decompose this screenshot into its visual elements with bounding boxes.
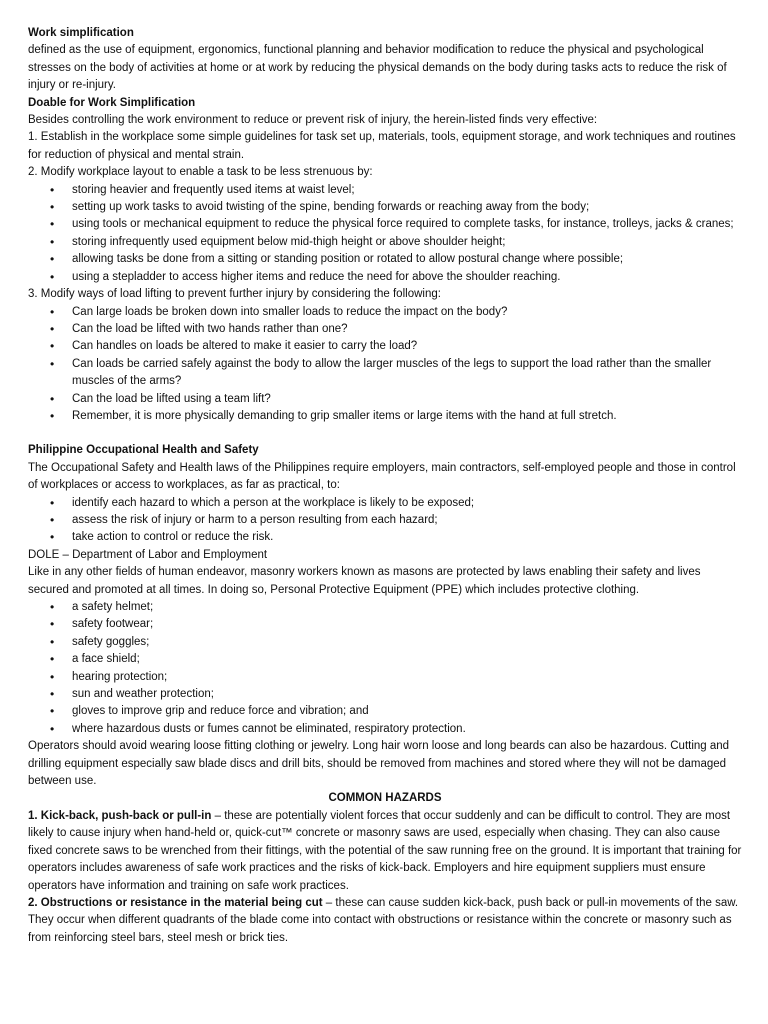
list-item: • Can handles on loads be altered to make it easier to carry the load? (28, 338, 742, 355)
list-item: • allowing tasks be done from a sitting or standing position or rotated to allow postural change where possible; (28, 251, 742, 268)
hazard-2-title: 2. Obstructions or resistance in the material being cut (28, 896, 323, 909)
hazard-2-body: – these can cause sudden kick-back, push back or pull-in movements of the saw. They occur when different quadrants of the blade come into contact with obstructions or resistance within the concrete or masonry such as from reinforcing steel bars, steel mesh or brick ties. (28, 896, 739, 944)
list-item: • using tools or mechanical equipment to reduce the physical force required to complete tasks, for instance, trolleys, jacks & cranes; (28, 216, 742, 233)
list-item: • storing infrequently used equipment below mid-thigh height or above shoulder height; (28, 234, 742, 251)
doable-intro: Besides controlling the work environment to reduce or prevent risk of injury, the herein-listed finds very effective: (28, 114, 598, 127)
work-simplification-heading: Work simplification (28, 27, 134, 39)
doable-item-1: 1. Establish in the workplace some simple guidelines for task set up, materials, tools, equipment storage, and work techniques and routines for reduction of physical and mental strain. (28, 131, 736, 161)
workplace-layout-list (28, 182, 742, 286)
hazard-1-title: 1. Kick-back, push-back or pull-in (28, 809, 212, 822)
list-item: • assess the risk of injury or harm to a person resulting from each hazard; (28, 512, 742, 529)
hazard-1-paragraph (28, 808, 742, 895)
list-item: • safety footwear; (28, 616, 742, 633)
list-item: • Can the load be lifted using a team lift? (28, 391, 742, 408)
list-item: • sun and weather protection; (28, 686, 742, 703)
list-item: • setting up work tasks to avoid twisting of the spine, bending forwards or reaching away from the body; (28, 199, 742, 216)
load-lifting-list (28, 304, 742, 426)
hazard-1-body: – these are potentially violent forces that occur suddenly and can be difficult to control. They are most likely to cause injury when hand-held or, quick-cut™ concrete or masonry saws are used, especially when chasing. They can also cause fixed concrete saws to be wrenched from their fittings, with the potential of the saw running free on the ground. It is important that training for operators includes awareness of safe work practices and the risks of kick-back. Employers and hire equipment suppliers must ensure operators have information and training on safe work practices. (28, 809, 742, 892)
ohs-intro: The Occupational Safety and Health laws of the Philippines require employers, main contractors, self-employed people and those in control of workplaces or access to workplaces, as far as practical, to: (28, 461, 736, 492)
hazard-2-paragraph (28, 895, 742, 947)
ppe-intro: Like in any other fields of human endeavor, masonry workers known as masons are protected by laws enabling their safety and lives secured and promoted at all times. In doing so, Personal Protective Equipment (PPE) which includes protective clothing. (28, 566, 701, 596)
doable-item-3: 3. Modify ways of load lifting to prevent further injury by considering the following: (28, 288, 441, 301)
operators-paragraph: Operators should avoid wearing loose fitting clothing or jewelry. Long hair worn loose and long beards can also be hazardous. Cutting and drilling equipment especially saw blade discs and drill bits, should be removed from machines and stored where they will not be damaged between use. (28, 740, 730, 788)
list-item: • where hazardous dusts or fumes cannot be eliminated, respiratory protection. (28, 721, 742, 738)
ohs-duties-list (28, 495, 742, 547)
work-simplification-definition: defined as the use of equipment, ergonomics, functional planning and behavior modification to reduce the physical and psychological stresses on the body of activities at home or at work by reducing the physical demands on the body during tasks acts to reduce the risk of injury or re-injury. (28, 44, 727, 92)
list-item: • hearing protection; (28, 669, 742, 686)
list-item: • Can the load be lifted with two hands rather than one? (28, 321, 742, 338)
ppe-list (28, 599, 742, 738)
list-item: • a face shield; (28, 651, 742, 668)
ohs-heading: Philippine Occupational Health and Safety (28, 444, 259, 457)
list-item: • using a stepladder to access higher items and reduce the need for above the shoulder reaching. (28, 269, 742, 286)
dole-line: DOLE – Department of Labor and Employment (28, 548, 268, 561)
list-item: • Can loads be carried safely against the body to allow the larger muscles of the legs to support the load rather than the smaller muscles of the arms? (28, 356, 742, 391)
list-item: • a safety helmet; (28, 599, 742, 616)
doable-heading: Doable for Work Simplification (28, 96, 196, 109)
common-hazards-heading: COMMON HAZARDS (328, 792, 442, 805)
list-item: • Remember, it is more physically demanding to grip smaller items or large items with the hand at full stretch. (28, 408, 742, 425)
list-item: • take action to control or reduce the risk. (28, 529, 742, 546)
list-item: • storing heavier and frequently used items at waist level; (28, 182, 742, 199)
list-item: • identify each hazard to which a person at the workplace is likely to be exposed; (28, 495, 742, 512)
list-item: • safety goggles; (28, 634, 742, 651)
list-item: • gloves to improve grip and reduce force and vibration; and (28, 703, 742, 720)
list-item: • Can large loads be broken down into smaller loads to reduce the impact on the body? (28, 304, 742, 321)
doable-item-2: 2. Modify workplace layout to enable a task to be less strenuous by: (28, 166, 373, 179)
